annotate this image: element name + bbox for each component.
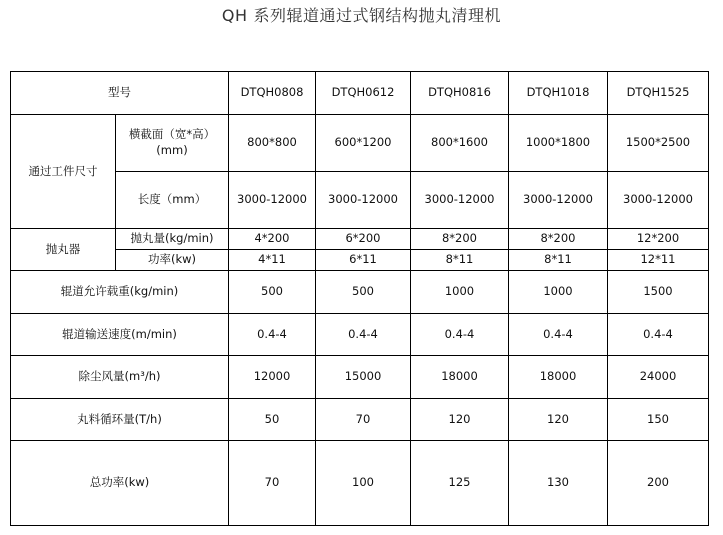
value-cell: 18000 [411, 356, 509, 399]
value-cell: 500 [316, 271, 411, 314]
value-cell: 4*200 [229, 229, 316, 250]
value-cell: 24000 [608, 356, 709, 399]
length-label: 长度（mm） [116, 172, 229, 229]
value-cell: 120 [411, 399, 509, 441]
title-prefix: QH [221, 6, 248, 25]
table-row [11, 314, 709, 356]
value-cell: 100 [316, 441, 411, 526]
spec-table [10, 71, 709, 526]
workpiece-group-label: 通过工件尺寸 [11, 115, 116, 229]
value-cell: 3000-12000 [608, 172, 709, 229]
table-row [11, 356, 709, 399]
title-main: 系列辊道通过式钢结构抛丸清理机 [253, 6, 502, 25]
table-row [11, 399, 709, 441]
value-cell: 8*11 [411, 250, 509, 271]
value-cell: 15000 [316, 356, 411, 399]
value-cell: 70 [316, 399, 411, 441]
value-cell: 6*200 [316, 229, 411, 250]
value-cell: 12*11 [608, 250, 709, 271]
blast-power-row [11, 250, 709, 271]
blast-power-label: 功率(kw) [116, 250, 229, 271]
header-label: 型号 [11, 72, 229, 115]
value-cell: 800*1600 [411, 115, 509, 172]
value-cell: 3000-12000 [411, 172, 509, 229]
model-cell: DTQH0808 [229, 72, 316, 115]
model-cell: DTQH1525 [608, 72, 709, 115]
value-cell: 0.4-4 [316, 314, 411, 356]
value-cell: 0.4-4 [229, 314, 316, 356]
section-row [11, 115, 709, 172]
value-cell: 3000-12000 [316, 172, 411, 229]
value-cell: 1500 [608, 271, 709, 314]
section-label [116, 115, 229, 172]
value-cell: 1000*1800 [509, 115, 608, 172]
model-cell: DTQH0612 [316, 72, 411, 115]
page-title [0, 3, 723, 26]
blaster-group-label: 抛丸器 [11, 229, 116, 271]
value-cell: 0.4-4 [608, 314, 709, 356]
value-cell: 12000 [229, 356, 316, 399]
table-row [11, 271, 709, 314]
value-cell: 8*200 [411, 229, 509, 250]
row-label: 除尘风量(m³/h) [11, 356, 229, 399]
value-cell: 1000 [411, 271, 509, 314]
value-cell: 130 [509, 441, 608, 526]
value-cell: 4*11 [229, 250, 316, 271]
row-label: 丸料循环量(T/h) [11, 399, 229, 441]
model-cell: DTQH1018 [509, 72, 608, 115]
value-cell: 1000 [509, 271, 608, 314]
blast-amount-label: 抛丸量(kg/min) [116, 229, 229, 250]
row-label: 总功率(kw) [11, 441, 229, 526]
value-cell: 18000 [509, 356, 608, 399]
blast-amount-row [11, 229, 709, 250]
value-cell: 50 [229, 399, 316, 441]
value-cell: 70 [229, 441, 316, 526]
value-cell: 120 [509, 399, 608, 441]
value-cell: 3000-12000 [229, 172, 316, 229]
value-cell: 800*800 [229, 115, 316, 172]
table-row [11, 441, 709, 526]
value-cell: 0.4-4 [411, 314, 509, 356]
row-label: 辊道输送速度(m/min) [11, 314, 229, 356]
header-row [11, 72, 709, 115]
value-cell: 125 [411, 441, 509, 526]
section-label-line2: (mm) [156, 143, 188, 157]
value-cell: 0.4-4 [509, 314, 608, 356]
model-cell: DTQH0816 [411, 72, 509, 115]
value-cell: 150 [608, 399, 709, 441]
value-cell: 6*11 [316, 250, 411, 271]
value-cell: 500 [229, 271, 316, 314]
value-cell: 8*200 [509, 229, 608, 250]
value-cell: 600*1200 [316, 115, 411, 172]
value-cell: 12*200 [608, 229, 709, 250]
value-cell: 200 [608, 441, 709, 526]
value-cell: 3000-12000 [509, 172, 608, 229]
length-row [11, 172, 709, 229]
row-label: 辊道允许载重(kg/min) [11, 271, 229, 314]
value-cell: 1500*2500 [608, 115, 709, 172]
section-label-line1: 横截面（宽*高） [128, 127, 216, 142]
value-cell: 8*11 [509, 250, 608, 271]
